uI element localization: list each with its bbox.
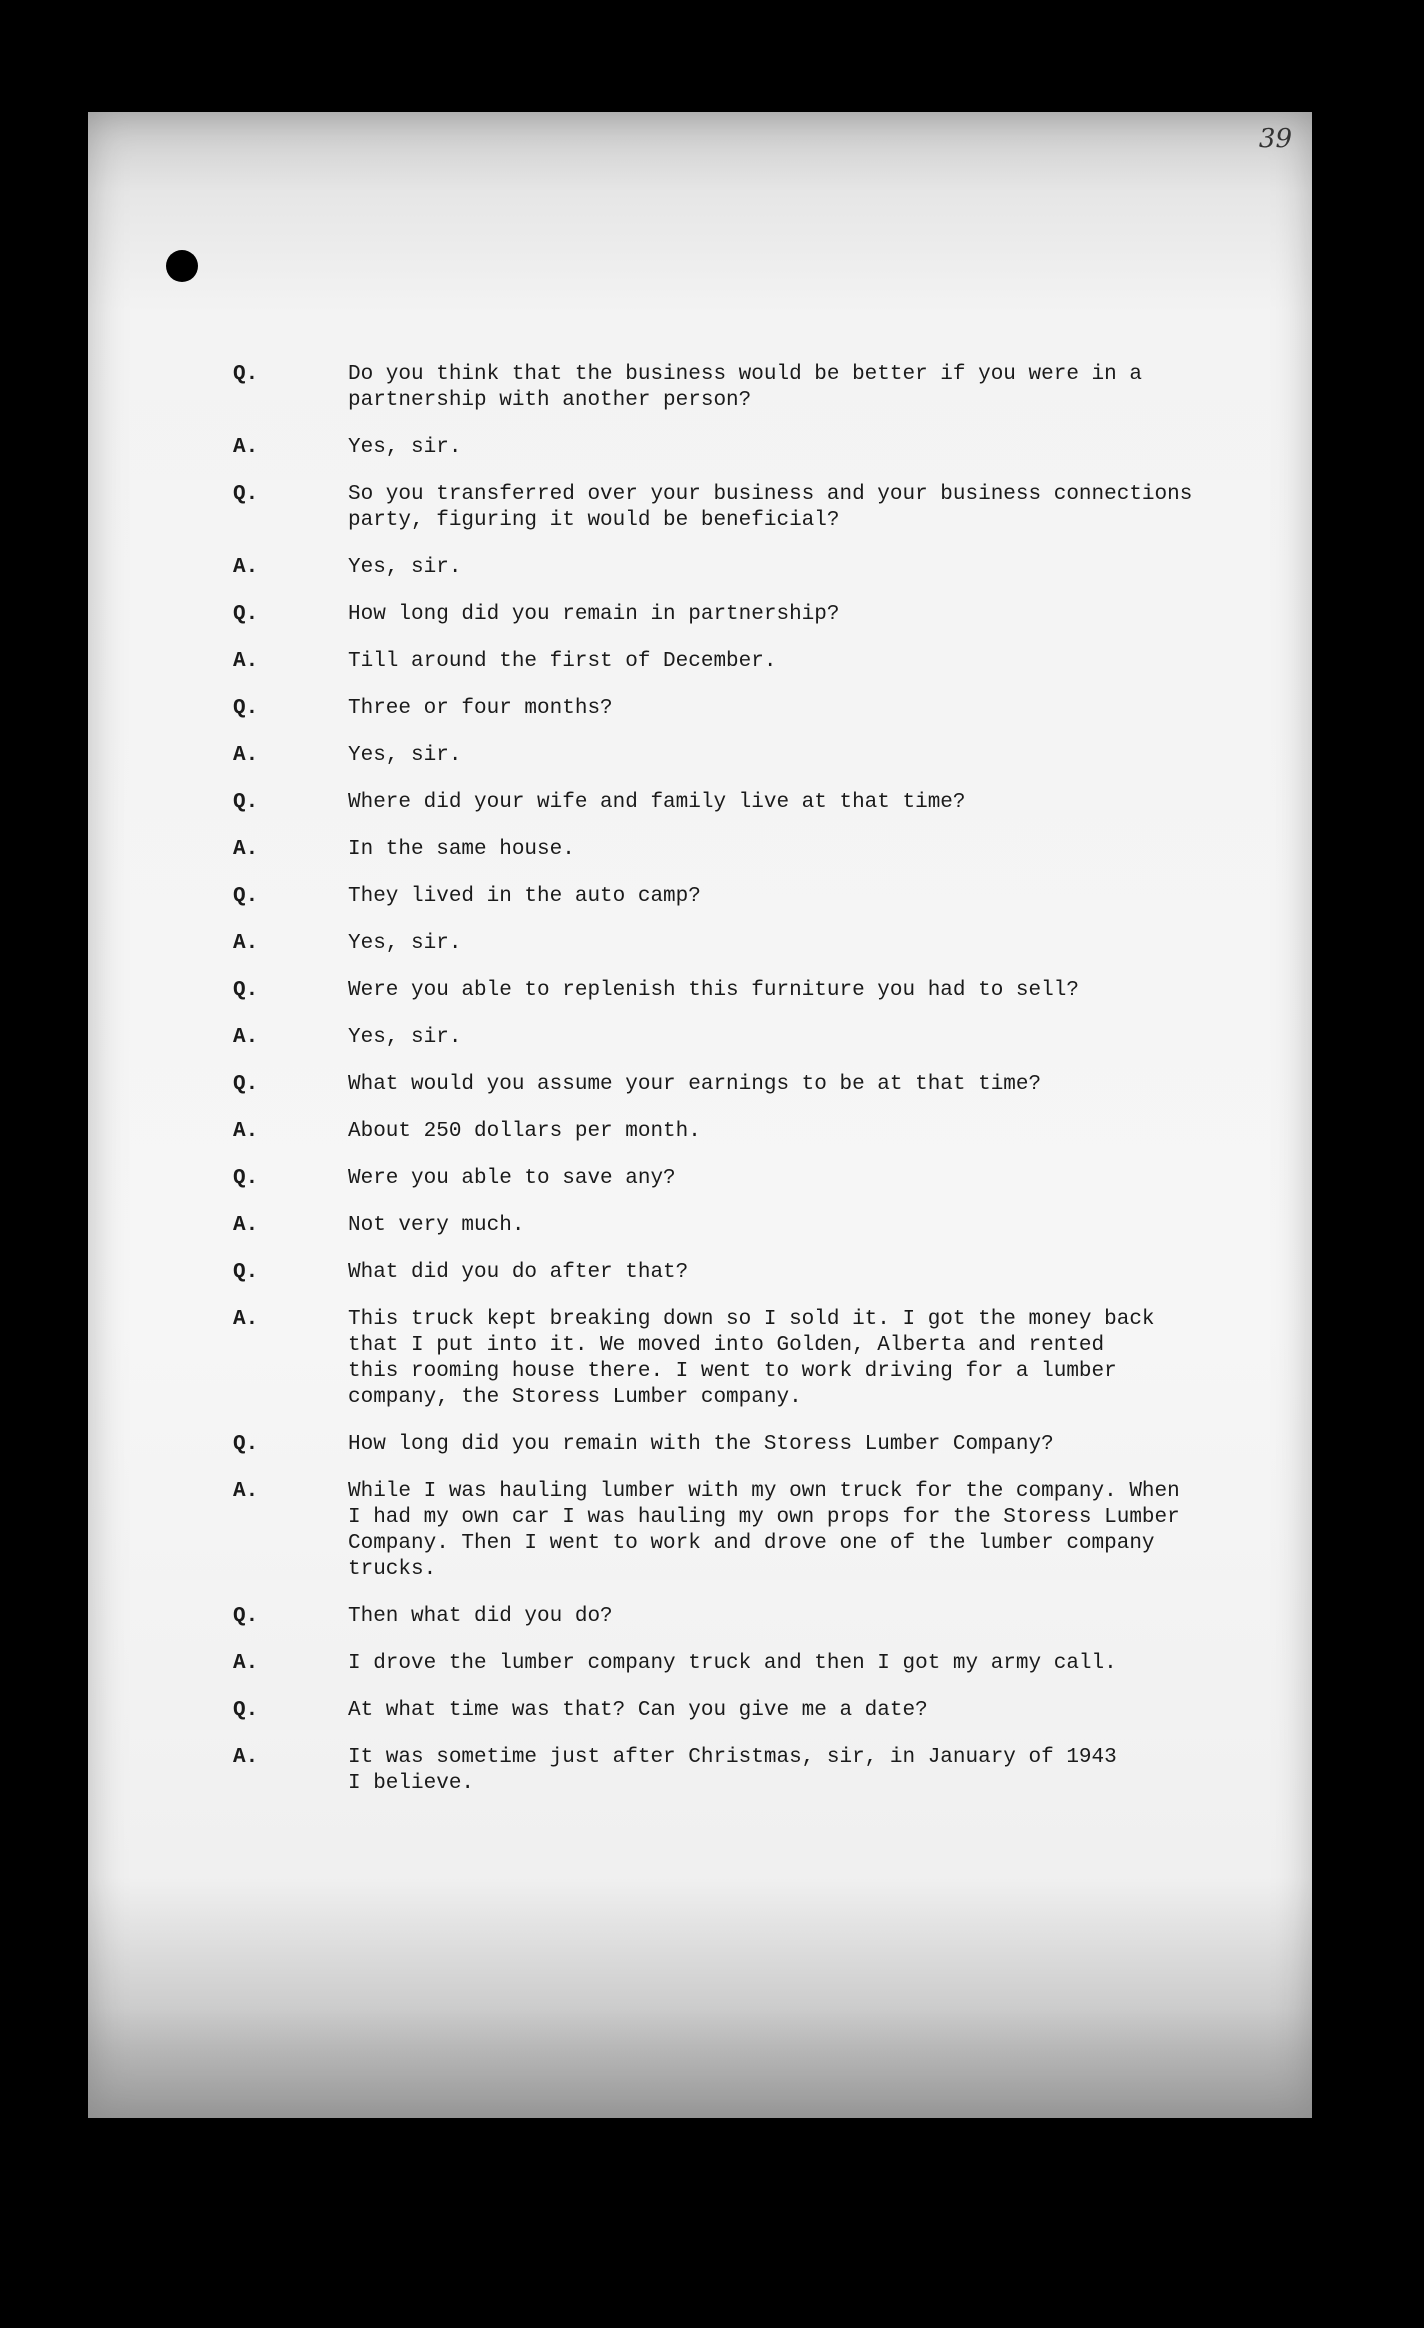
answer-row: [233, 931, 1273, 957]
utterance-text: I drove the lumber company truck and then I got my army call.: [348, 1652, 1117, 1675]
answer-row: [233, 1307, 1273, 1411]
utterance-text: Till around the first of December.: [348, 650, 777, 673]
utterance-text: Yes, sir.: [348, 744, 462, 767]
utterance-text: Do you think that the business would be better if you were in a partnership with another person?: [348, 363, 1142, 412]
speaker-label: A.: [233, 932, 259, 955]
speaker-label: Q.: [233, 791, 259, 814]
question-row: [233, 1072, 1273, 1098]
question-row: [233, 1698, 1273, 1724]
transcript: [233, 362, 1273, 1818]
question-row: [233, 1604, 1273, 1630]
speaker-label: A.: [233, 650, 259, 673]
utterance-text: At what time was that? Can you give me a date?: [348, 1699, 928, 1722]
utterance-text: Then what did you do?: [348, 1605, 613, 1628]
utterance-text: Yes, sir.: [348, 436, 462, 459]
speaker-label: Q.: [233, 363, 259, 386]
speaker-label: A.: [233, 838, 259, 861]
speaker-label: Q.: [233, 483, 259, 506]
answer-row: [233, 555, 1273, 581]
answer-row: [233, 435, 1273, 461]
punch-hole: [166, 250, 198, 282]
speaker-label: A.: [233, 744, 259, 767]
utterance-text: Were you able to replenish this furniture you had to sell?: [348, 979, 1079, 1002]
question-row: [233, 1260, 1273, 1286]
answer-row: [233, 1745, 1273, 1797]
question-row: [233, 884, 1273, 910]
utterance-text: What would you assume your earnings to be at that time?: [348, 1073, 1042, 1096]
speaker-label: A.: [233, 1746, 259, 1769]
utterance-text: How long did you remain in partnership?: [348, 603, 840, 626]
utterance-text: How long did you remain with the Storess Lumber Company?: [348, 1433, 1054, 1456]
answer-row: [233, 837, 1273, 863]
utterance-text: So you transferred over your business and your business connections party, figuring it would be beneficial?: [348, 483, 1193, 532]
page-number: 39: [1258, 124, 1292, 154]
speaker-label: A.: [233, 1120, 259, 1143]
answer-row: [233, 1651, 1273, 1677]
speaker-label: A.: [233, 1026, 259, 1049]
answer-row: [233, 1025, 1273, 1051]
speaker-label: Q.: [233, 885, 259, 908]
utterance-text: Yes, sir.: [348, 556, 462, 579]
utterance-text: They lived in the auto camp?: [348, 885, 701, 908]
speaker-label: Q.: [233, 1167, 259, 1190]
utterance-text: What did you do after that?: [348, 1261, 689, 1284]
utterance-text: It was sometime just after Christmas, sir, in January of 1943 I believe.: [348, 1746, 1117, 1795]
utterance-text: Not very much.: [348, 1214, 525, 1237]
question-row: [233, 482, 1273, 534]
speaker-label: Q.: [233, 1605, 259, 1628]
speaker-label: A.: [233, 1480, 259, 1503]
question-row: [233, 602, 1273, 628]
speaker-label: Q.: [233, 1699, 259, 1722]
question-row: [233, 790, 1273, 816]
speaker-label: A.: [233, 1214, 259, 1237]
utterance-text: While I was hauling lumber with my own truck for the company. When I had my own car I was hauling my own props for the Storess Lumber Company. Then I went to work and drove one of the lumber company trucks.: [348, 1480, 1180, 1581]
speaker-label: A.: [233, 436, 259, 459]
speaker-label: Q.: [233, 1261, 259, 1284]
question-row: [233, 362, 1273, 414]
utterance-text: Where did your wife and family live at that time?: [348, 791, 966, 814]
speaker-label: A.: [233, 1652, 259, 1675]
document-page: [88, 112, 1312, 2118]
speaker-label: Q.: [233, 1433, 259, 1456]
answer-row: [233, 1119, 1273, 1145]
question-row: [233, 1432, 1273, 1458]
question-row: [233, 696, 1273, 722]
answer-row: [233, 743, 1273, 769]
speaker-label: Q.: [233, 1073, 259, 1096]
speaker-label: Q.: [233, 979, 259, 1002]
answer-row: [233, 649, 1273, 675]
speaker-label: A.: [233, 1308, 259, 1331]
utterance-text: This truck kept breaking down so I sold it. I got the money back that I put into it. We moved into Golden, Alberta and rented this rooming house there. I went to work driving for a lumber company, the Storess Lumber company.: [348, 1308, 1155, 1409]
utterance-text: Yes, sir.: [348, 1026, 462, 1049]
speaker-label: A.: [233, 556, 259, 579]
utterance-text: In the same house.: [348, 838, 575, 861]
answer-row: [233, 1213, 1273, 1239]
page-bottom-shadow: [88, 2008, 1312, 2118]
answer-row: [233, 1479, 1273, 1583]
speaker-label: Q.: [233, 697, 259, 720]
utterance-text: Three or four months?: [348, 697, 613, 720]
question-row: [233, 1166, 1273, 1192]
utterance-text: Yes, sir.: [348, 932, 462, 955]
question-row: [233, 978, 1273, 1004]
speaker-label: Q.: [233, 603, 259, 626]
utterance-text: Were you able to save any?: [348, 1167, 676, 1190]
utterance-text: About 250 dollars per month.: [348, 1120, 701, 1143]
